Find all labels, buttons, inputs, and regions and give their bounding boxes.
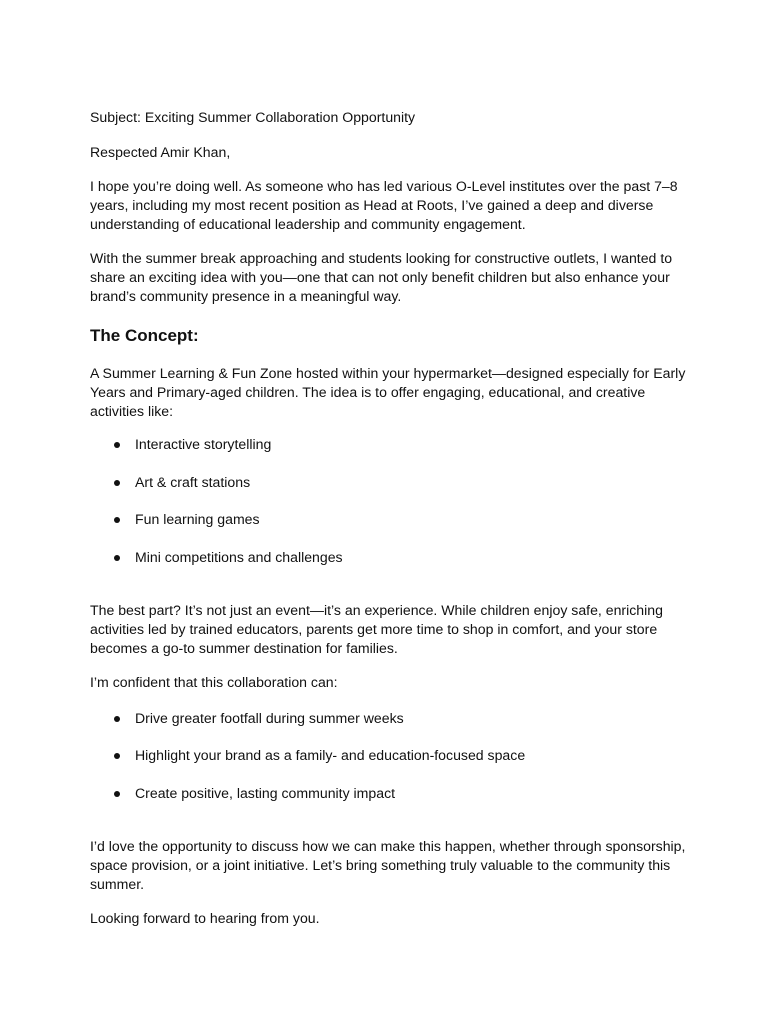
bullet-icon [114,480,120,486]
benefits-list [90,709,690,803]
list-item-text: Interactive storytelling [135,436,272,452]
list-item [90,548,690,567]
summer-idea-paragraph: With the summer break approaching and students looking for constructive outlets, I wanted to share an exciting idea with you—one that can not only benefit children but also enhance your brand’s community presence in a meaningful way. [90,250,673,304]
confident-paragraph: I’m confident that this collaboration can: [90,673,338,690]
intro-paragraph: I hope you’re doing well. As someone who has led various O-Level institutes over the past 7–8 years, including my most recent position as Head at Roots, I’ve gained a deep and diverse understanding of educational leadership and community engagement. [90,178,678,232]
letter-greeting: Respected Amir Khan, [90,144,231,160]
list-item-text: Mini competitions and challenges [135,548,343,565]
list-item [90,746,690,765]
list-item [90,510,690,529]
list-item [90,435,690,454]
list-item-text: Highlight your brand as a family- and education-focused space [135,747,526,763]
letter-body [90,108,690,928]
activities-list [90,435,690,567]
list-item-text: Art & craft stations [135,473,251,490]
bullet-icon [114,753,120,759]
bullet-icon [114,442,120,448]
bullet-icon [114,716,120,722]
list-item-text: Create positive, lasting community impact [135,784,396,801]
list-item-text: Fun learning games [135,511,260,527]
bullet-icon [114,517,120,523]
best-part-paragraph: The best part? It’s not just an event—it’s an experience. While children enjoy safe, enriching activities led by trained educators, parents get more time to shop in comfort, and your store becomes a go-to summer destination for families. [90,601,663,656]
concept-heading: The Concept: [90,326,199,345]
letter-subject: Subject: Exciting Summer Collaboration Opportunity [90,109,416,125]
list-item [90,473,690,492]
list-item-text: Drive greater footfall during summer weeks [135,709,404,726]
closing-line: Looking forward to hearing from you. [90,909,320,926]
discuss-paragraph: I’d love the opportunity to discuss how we can make this happen, whether through sponsorship, space provision, or a joint initiative. Let’s bring something truly valuable to the community this summer. [90,837,686,892]
bullet-icon [114,555,120,561]
bullet-icon [114,791,120,797]
concept-paragraph: A Summer Learning & Fun Zone hosted within your hypermarket—designed especially for Early Years and Primary-aged children. The idea is to offer engaging, educational, and creative activities like: [90,365,686,419]
list-item [90,709,690,728]
list-item [90,784,690,803]
